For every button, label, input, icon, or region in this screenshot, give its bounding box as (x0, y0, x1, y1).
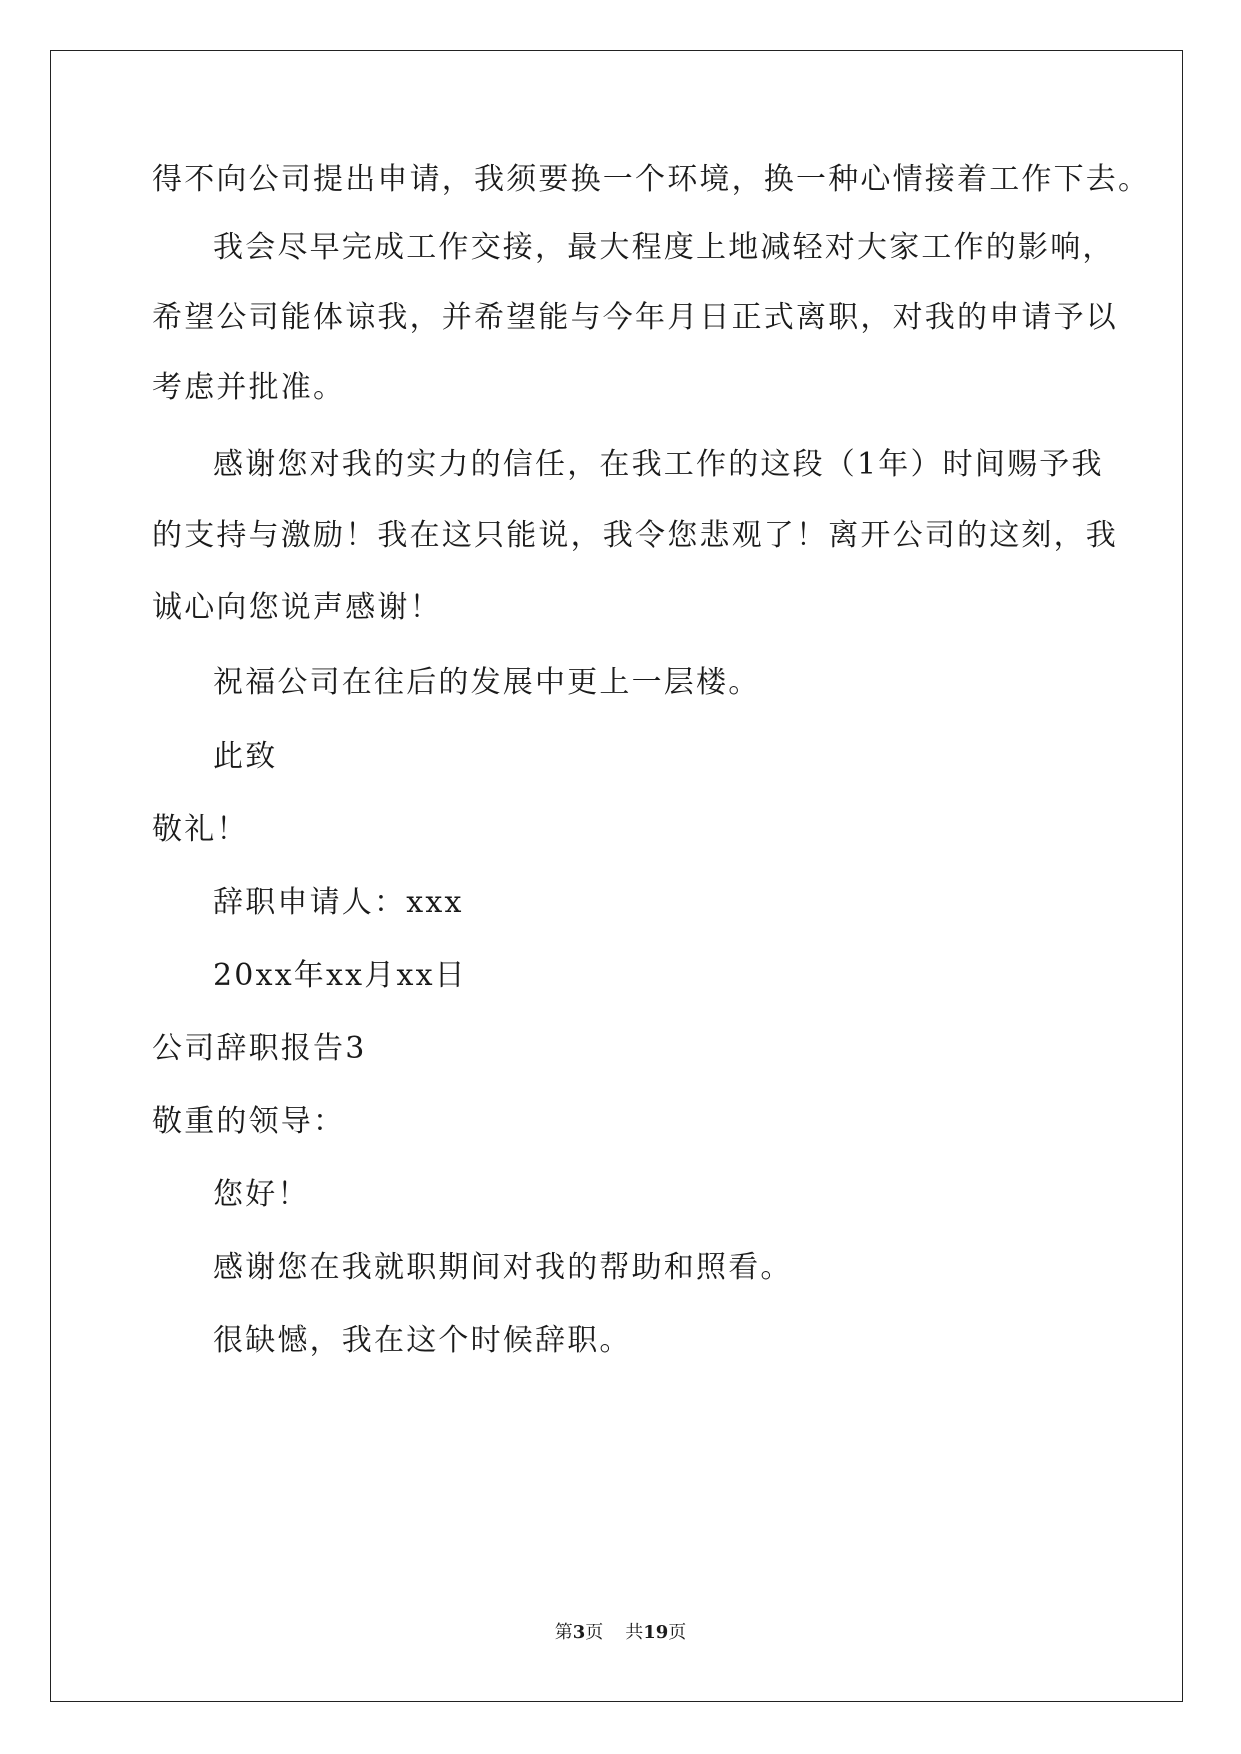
text-line: 祝福公司在往后的发展中更上一层楼。 (213, 665, 761, 700)
text-line: 得不向公司提出申请，我须要换一个环境，换一种心情接着工作下去。 (152, 162, 1151, 197)
text-line: 希望公司能体谅我，并希望能与今年月日正式离职，对我的申请予以 (152, 300, 1118, 335)
page-number: 3 (572, 1622, 586, 1643)
page-footer (0, 1621, 1241, 1645)
text-line: 诚心向您说声感谢！ (152, 590, 442, 625)
text-line: 感谢您在我就职期间对我的帮助和照看。 (213, 1250, 793, 1285)
text-line: 很缺憾，我在这个时候辞职。 (213, 1323, 632, 1358)
section-title: 公司辞职报告3 (152, 1031, 367, 1066)
greeting-line: 敬重的领导： (152, 1104, 346, 1139)
total-pages: 19 (643, 1622, 669, 1643)
text-line: 感谢您对我的实力的信任，在我工作的这段（1年）时间赐予我 (213, 447, 1104, 482)
text-line: 的支持与激励！我在这只能说，我令您悲观了！离开公司的这刻，我 (152, 518, 1118, 553)
text-line: 考虑并批准。 (152, 370, 346, 405)
date-line: 20xx年xx月xx日 (213, 958, 467, 993)
salutation-line: 敬礼！ (152, 812, 249, 847)
text-line: 您好！ (213, 1177, 310, 1212)
signature-line: 辞职申请人：xxx (213, 885, 464, 920)
footer-page-unit: 页 (585, 1622, 604, 1643)
footer-total-prefix: 共 (625, 1622, 644, 1643)
footer-total-unit: 页 (668, 1622, 687, 1643)
footer-prefix: 第 (554, 1622, 573, 1643)
salutation-line: 此致 (213, 739, 278, 774)
text-line: 我会尽早完成工作交接，最大程度上地减轻对大家工作的影响， (213, 230, 1115, 265)
